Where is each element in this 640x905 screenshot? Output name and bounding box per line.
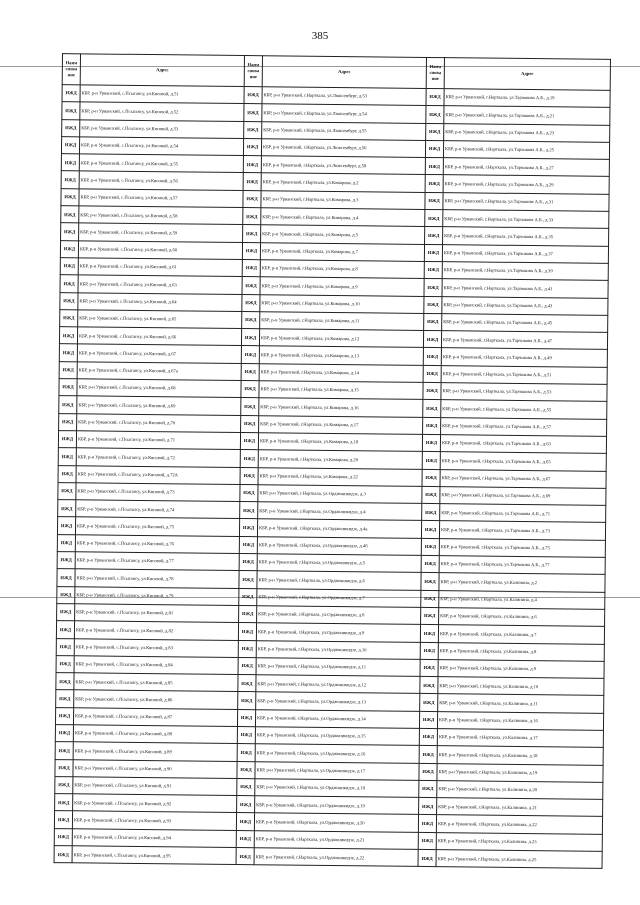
address-cell: КБР, р-н Урванский, г.Нарткала, ул.Тарчокова А.Б., д.75 xyxy=(439,538,605,557)
type-cell: ИЖД xyxy=(238,623,256,640)
address-cell: КБР, р-н Урванский, г.Нарткала, ул.Тарчокова А.Б., д.55 xyxy=(441,400,607,419)
type-cell: ИЖД xyxy=(56,638,74,655)
type-cell: ИЖД xyxy=(425,210,443,227)
address-cell: КБР, р-н Урванский, с.Псыгансу, ул.Кясовой, д.70 xyxy=(77,413,241,432)
address-cell: КБР, р-н Урванский, г.Нарткала, ул.Орджоникидзе, д.4б xyxy=(257,536,421,555)
address-cell: КБР, р-н Урванский, с.Псыгансу, ул.Кясовой, д.77 xyxy=(75,552,239,571)
type-cell: ИЖД xyxy=(236,813,254,830)
type-cell: ИЖД xyxy=(424,261,442,278)
type-cell: ИЖД xyxy=(425,192,443,209)
address-cell: КБР, р-н Урванский, г.Нарткала, ул.Калинина, д.10 xyxy=(438,677,604,696)
type-cell: ИЖД xyxy=(57,517,75,534)
address-cell: КБР, р-н Урванский, г.Нарткала, ул.Комарова, д.15 xyxy=(259,381,423,400)
address-cell: КБР, р-н Урванский, с.Псыгансу, ул.Кясовой, д.79 xyxy=(75,586,239,605)
address-cell: КБР, р-н Урванский, г.Нарткала, ул.Люксембург, д.53 xyxy=(262,87,426,106)
type-cell: ИЖД xyxy=(237,796,255,813)
type-cell: ИЖД xyxy=(61,223,79,240)
address-cell: КБР, р-н Урванский, г.Нарткала, ул.Орджоникидзе, д.4а xyxy=(257,519,421,538)
type-cell: ИЖД xyxy=(62,85,80,102)
address-cell: КБР, р-н Урванский, г.Нарткала, ул.Тарчокова А.Б., д.49 xyxy=(441,348,607,367)
address-cell: КБР, р-н Урванский, г.Нарткала, ул.Комарова, д.16 xyxy=(259,398,423,417)
address-cell: КБР, р-н Урванский, г.Нарткала, ул.Орджоникидзе, д.10 xyxy=(256,640,420,659)
address-cell: КБР, р-н Урванский, с.Псыгансу, ул.Кясовой, д.58 xyxy=(79,206,243,225)
address-cell: КБР, р-н Урванский, г.Нарткала, ул.Орджоникидзе, д.17 xyxy=(255,761,419,780)
type-cell: ИЖД xyxy=(236,848,254,865)
address-cell: КБР, р-н Урванский, г.Нарткала, ул.Комарова, д.11 xyxy=(260,312,424,331)
type-cell: ИЖД xyxy=(420,694,438,711)
type-cell: ИЖД xyxy=(237,744,255,761)
type-cell: ИЖД xyxy=(58,448,76,465)
address-cell: КБР, р-н Урванский, г.Нарткала, ул.Калинина, д.25 xyxy=(436,850,602,869)
type-cell: ИЖД xyxy=(420,642,438,659)
address-cell: КБР, р-н Урванский, г.Нарткала, ул.Тарчокова А.Б., д.69 xyxy=(440,486,606,505)
type-cell: ИЖД xyxy=(240,484,258,501)
address-cell: КБР, р-н Урванский, с.Псыгансу, ул.Кясовой, д.71 xyxy=(76,431,240,450)
type-cell: ИЖД xyxy=(425,158,443,175)
address-cell: КБР, р-н Урванский, г.Нарткала, ул.Калинина, д.7 xyxy=(438,625,604,644)
address-cell: КБР, р-н Урванский, г.Нарткала, ул.Орджоникидзе, д.5 xyxy=(257,554,421,573)
address-cell: КБР, р-н Урванский, г.Нарткала, ул.Тарчокова А.Б., д.31 xyxy=(443,192,609,211)
address-cell: КБР, р-н Урванский, с.Псыгансу, ул.Кясовой, д.95 xyxy=(72,846,236,865)
address-sheet xyxy=(54,53,610,862)
address-cell: КБР, р-н Урванский, г.Нарткала, ул.Люксембург, д.56 xyxy=(261,139,425,158)
type-cell: ИЖД xyxy=(60,292,78,309)
address-cell: КБР, р-н Урванский, г.Нарткала, ул.Орджоникидзе, д.15 xyxy=(255,727,419,746)
type-cell: ИЖД xyxy=(237,709,255,726)
type-cell: ИЖД xyxy=(238,640,256,657)
header-type: Наим снова ние xyxy=(62,54,80,85)
address-cell: КБР, р-н Урванский, г.Нарткала, ул.Тарчокова А.Б., д.27 xyxy=(443,158,609,177)
type-cell: ИЖД xyxy=(423,365,441,382)
type-cell: ИЖД xyxy=(243,138,261,155)
type-cell: ИЖД xyxy=(59,361,77,378)
address-cell: КБР, р-н Урванский, г.Нарткала, ул.Комарова, д.10 xyxy=(260,294,424,313)
address-cell: КБР, р-н Урванский, г.Нарткала, ул.Комарова, д.8 xyxy=(260,260,424,279)
address-cell: КБР, р-н Урванский, г.Нарткала, ул.Тарчокова А.Б., д.41 xyxy=(442,279,608,298)
address-cell: КБР, р-н Урванский, г.Нарткала, ул.Орджоникидзе, д.22 xyxy=(254,848,418,867)
address-cell: КБР, р-н Урванский, г.Нарткала, ул.Тарчокова А.Б., д.71 xyxy=(440,504,606,523)
address-cell: КБР, р-н Урванский, с.Псыгансу, ул.Кясовой, д.72 xyxy=(76,448,240,467)
page-number: 385 xyxy=(311,30,329,42)
address-cell: КБР, р-н Урванский, г.Нарткала, ул.Орджоникидзе, д.7 xyxy=(257,588,421,607)
type-cell: ИЖД xyxy=(238,675,256,692)
type-cell: ИЖД xyxy=(56,621,74,638)
type-cell: ИЖД xyxy=(423,382,441,399)
type-cell: ИЖД xyxy=(423,331,441,348)
address-cell: КБР, р-н Урванский, г.Нарткала, ул.Комарова, д.2 xyxy=(261,173,425,192)
address-cell: КБР, р-н Урванский, с.Псыгансу, ул.Кясовой, д.74 xyxy=(76,500,240,519)
type-cell: ИЖД xyxy=(418,832,436,849)
address-cell: КБР, р-н Урванский, с.Псыгансу, ул.Кясовой, д.86 xyxy=(74,690,238,709)
address-cell: КБР, р-н Урванский, г.Нарткала, ул.Люксембург, д.54 xyxy=(262,104,426,123)
type-cell: ИЖД xyxy=(59,379,77,396)
type-cell: ИЖД xyxy=(243,156,261,173)
type-cell: ИЖД xyxy=(420,677,438,694)
address-cell: КБР, р-н Урванский, с.Псыгансу, ул.Кясовой, д.66 xyxy=(77,327,241,346)
address-cell: КБР, р-н Урванский, с.Псыгансу, ул.Кясовой, д.64 xyxy=(78,292,242,311)
address-cell: КБР, р-н Урванский, г.Нарткала, ул.Орджоникидзе, д.9 xyxy=(256,623,420,642)
address-cell: КБР, р-н Урванский, г.Нарткала, ул.Комарова, д.3 xyxy=(261,191,425,210)
address-cell: КБР, р-н Урванский, г.Нарткала, ул.Калинина, д.8 xyxy=(438,642,604,661)
type-cell: ИЖД xyxy=(240,450,258,467)
address-cell: КБР, р-н Урванский, с.Псыгансу, ул.Кясовой, д.94 xyxy=(72,829,236,848)
address-cell: КБР, р-н Урванский, с.Псыгансу, ул.Кясовой, д.92 xyxy=(73,794,237,813)
type-cell: ИЖД xyxy=(239,536,257,553)
type-cell: ИЖД xyxy=(242,259,260,276)
address-cell: КБР, р-н Урванский, с.Псыгансу, ул.Кясовой, д.72А xyxy=(76,465,240,484)
address-cell: КБР, р-н Урванский, г.Нарткала, ул.Тарчокова А.Б., д.73 xyxy=(439,521,605,540)
type-cell: ИЖД xyxy=(238,657,256,674)
header-address: Адрес xyxy=(80,54,244,87)
type-cell: ИЖД xyxy=(54,811,72,828)
address-cell: КБР, р-н Урванский, г.Нарткала, ул.Калинина, д.17 xyxy=(437,729,603,748)
type-cell: ИЖД xyxy=(424,244,442,261)
address-cell: КБР, р-н Урванский, г.Нарткала, ул.Орджоникидзе, д.20 xyxy=(254,813,418,832)
type-cell: ИЖД xyxy=(56,655,74,672)
type-cell: ИЖД xyxy=(418,849,436,866)
address-cell: КБР, р-н Урванский, г.Нарткала, ул.Комарова, д.20 xyxy=(258,450,422,469)
address-table xyxy=(54,53,611,869)
type-cell: ИЖД xyxy=(57,586,75,603)
address-cell: КБР, р-н Урванский, г.Нарткала, ул.Тарчокова А.Б., д.47 xyxy=(441,331,607,350)
type-cell: ИЖД xyxy=(61,137,79,154)
type-cell: ИЖД xyxy=(424,296,442,313)
type-cell: ИЖД xyxy=(239,571,257,588)
type-cell: ИЖД xyxy=(238,692,256,709)
address-cell: КБР, р-н Урванский, с.Псыгансу, ул.Кясовой, д.52 xyxy=(80,102,244,121)
address-cell: КБР, р-н Урванский, с.Псыгансу, ул.Кясовой, д.67 xyxy=(77,344,241,363)
address-cell: КБР, р-н Урванский, г.Нарткала, ул.Орджоникидзе, д.12 xyxy=(256,675,420,694)
address-cell: КБР, р-н Урванский, г.Нарткала, ул.Комарова, д.14 xyxy=(259,363,423,382)
type-cell: ИЖД xyxy=(426,88,444,105)
type-cell: ИЖД xyxy=(240,432,258,449)
type-cell: ИЖД xyxy=(421,538,439,555)
type-cell: ИЖД xyxy=(62,119,80,136)
address-cell: КБР, р-н Урванский, г.Нарткала, ул.Орджоникидзе, д.3 xyxy=(258,485,422,504)
type-cell: ИЖД xyxy=(54,828,72,845)
type-cell: ИЖД xyxy=(56,690,74,707)
type-cell: ИЖД xyxy=(424,313,442,330)
address-cell: КБР, р-н Урванский, г.Нарткала, ул.Тарчокова А.Б., д.19 xyxy=(444,89,610,108)
type-cell: ИЖД xyxy=(60,275,78,292)
type-cell: ИЖД xyxy=(59,327,77,344)
address-cell: КБР, р-н Урванский, г.Нарткала, ул.Тарчокова А.Б., д.25 xyxy=(443,141,609,160)
type-cell: ИЖД xyxy=(418,815,436,832)
address-cell: КБР, р-н Урванский, с.Псыгансу, ул.Кясовой, д.89 xyxy=(73,742,237,761)
type-cell: ИЖД xyxy=(55,776,73,793)
type-cell: ИЖД xyxy=(422,504,440,521)
type-cell: ИЖД xyxy=(421,573,439,590)
address-cell: КБР, р-н Урванский, г.Нарткала, ул.Тарчокова А.Б., д.29 xyxy=(443,175,609,194)
address-cell: КБР, р-н Урванский, г.Нарткала, ул.Комарова, д.13 xyxy=(259,346,423,365)
type-cell: ИЖД xyxy=(426,106,444,123)
type-cell: ИЖД xyxy=(58,431,76,448)
type-cell: ИЖД xyxy=(58,465,76,482)
type-cell: ИЖД xyxy=(59,344,77,361)
type-cell: ИЖД xyxy=(241,381,259,398)
type-cell: ИЖД xyxy=(423,348,441,365)
type-cell: ИЖД xyxy=(419,728,437,745)
type-cell: ИЖД xyxy=(241,363,259,380)
address-cell: КБР, р-н Урванский, с.Псыгансу, ул.Кясовой, д.85 xyxy=(74,673,238,692)
address-cell: КБР, р-н Урванский, г.Нарткала, ул.Орджоникидзе, д.6 xyxy=(257,571,421,590)
type-cell: ИЖД xyxy=(420,625,438,642)
type-cell: ИЖД xyxy=(425,140,443,157)
type-cell: ИЖД xyxy=(59,413,77,430)
type-cell: ИЖД xyxy=(57,569,75,586)
type-cell: ИЖД xyxy=(57,534,75,551)
type-cell: ИЖД xyxy=(60,309,78,326)
type-cell: ИЖД xyxy=(241,346,259,363)
address-cell: КБР, р-н Урванский, г.Нарткала, ул.Орджоникидзе, д.4 xyxy=(258,502,422,521)
type-cell: ИЖД xyxy=(421,521,439,538)
address-cell: КБР, р-н Урванский, с.Псыгансу, ул.Кясовой, д.76 xyxy=(75,535,239,554)
address-cell: КБР, р-н Урванский, с.Псыгансу, ул.Кясовой, д.73 xyxy=(76,483,240,502)
type-cell: ИЖД xyxy=(239,519,257,536)
address-cell: КБР, р-н Урванский, с.Псыгансу, ул.Кясовой, д.75 xyxy=(75,517,239,536)
address-cell: КБР, р-н Урванский, г.Нарткала, ул.Калинина, д.20 xyxy=(437,780,603,799)
type-cell: ИЖД xyxy=(54,846,72,863)
address-cell: КБР, р-н Урванский, г.Нарткала, ул.Комарова, д.5 xyxy=(261,225,425,244)
address-cell: КБР, р-н Урванский, с.Псыгансу, ул.Кясовой, д.57 xyxy=(79,189,243,208)
address-cell: КБР, р-н Урванский, с.Псыгансу, ул.Кясовой, д.67а xyxy=(77,362,241,381)
table-body xyxy=(54,85,610,869)
type-cell: ИЖД xyxy=(242,311,260,328)
address-cell: КБР, р-н Урванский, г.Нарткала, ул.Калинина, д.21 xyxy=(437,798,603,817)
type-cell: ИЖД xyxy=(58,500,76,517)
address-cell: КБР, р-н Урванский, с.Псыгансу, ул.Кясовой, д.55 xyxy=(79,154,243,173)
type-cell: ИЖД xyxy=(239,605,257,622)
address-cell: КБР, р-н Урванский, с.Псыгансу, ул.Кясовой, д.90 xyxy=(73,759,237,778)
address-cell: КБР, р-н Урванский, с.Псыгансу, ул.Кясовой, д.81 xyxy=(75,604,239,623)
address-cell: КБР, р-н Урванский, с.Псыгансу, ул.Кясовой, д.87 xyxy=(73,707,237,726)
type-cell: ИЖД xyxy=(61,154,79,171)
address-cell: КБР, р-н Урванский, г.Нарткала, ул.Тарчокова А.Б., д.33 xyxy=(443,210,609,229)
address-cell: КБР, р-н Урванский, г.Нарткала, ул.Калинина, д.4 xyxy=(439,590,605,609)
type-cell: ИЖД xyxy=(61,188,79,205)
type-cell: ИЖД xyxy=(423,400,441,417)
header-address: Адрес xyxy=(444,58,610,91)
address-cell: КБР, р-н Урванский, г.Нарткала, ул.Орджоникидзе, д.8 xyxy=(257,606,421,625)
address-cell: КБР, р-н Урванский, г.Нарткала, ул.Комарова, д.17 xyxy=(259,415,423,434)
type-cell: ИЖД xyxy=(237,778,255,795)
address-cell: КБР, р-н Урванский, г.Нарткала, ул.Тарчокова А.Б., д.57 xyxy=(441,417,607,436)
address-cell: КБР, р-н Урванский, г.Нарткала, ул.Люксембург, д.58 xyxy=(261,156,425,175)
address-cell: КБР, р-н Урванский, г.Нарткала, ул.Орджоникидзе, д.14 xyxy=(255,709,419,728)
address-cell: КБР, р-н Урванский, г.Нарткала, ул.Комарова, д.22 xyxy=(258,467,422,486)
type-cell: ИЖД xyxy=(426,123,444,140)
address-cell: КБР, р-н Урванский, с.Псыгансу, ул.Кясовой, д.54 xyxy=(79,137,243,156)
type-cell: ИЖД xyxy=(419,780,437,797)
address-cell: КБР, р-н Урванский, г.Нарткала, ул.Тарчокова А.Б., д.35 xyxy=(443,227,609,246)
type-cell: ИЖД xyxy=(60,258,78,275)
address-cell: КБР, р-н Урванский, г.Нарткала, ул.Калинина, д.6 xyxy=(439,608,605,627)
address-cell: КБР, р-н Урванский, с.Псыгансу, ул.Кясовой, д.60 xyxy=(78,240,242,259)
type-cell: ИЖД xyxy=(56,673,74,690)
address-cell: КБР, р-н Урванский, г.Нарткала, ул.Комарова, д.7 xyxy=(260,242,424,261)
address-cell: КБР, р-н Урванский, с.Псыгансу, ул.Кясовой, д.84 xyxy=(74,656,238,675)
address-cell: КБР, р-н Урванский, г.Нарткала, ул.Тарчокова А.Б., д.53 xyxy=(441,383,607,402)
address-cell: КБР, р-н Урванский, г.Нарткала, ул.Тарчокова А.Б., д.65 xyxy=(440,452,606,471)
type-cell: ИЖД xyxy=(60,240,78,257)
address-cell: КБР, р-н Урванский, г.Нарткала, ул.Калинина, д.16 xyxy=(437,711,603,730)
header-address: Адрес xyxy=(262,56,426,89)
type-cell: ИЖД xyxy=(57,604,75,621)
address-cell: КБР, р-н Урванский, г.Нарткала, ул.Орджоникидзе, д.18 xyxy=(255,779,419,798)
type-cell: ИЖД xyxy=(420,659,438,676)
address-cell: КБР, р-н Урванский, г.Нарткала, ул.Орджоникидзе, д.13 xyxy=(256,692,420,711)
address-cell: КБР, р-н Урванский, г.Нарткала, ул.Тарчокова А.Б., д.21 xyxy=(444,106,610,125)
type-cell: ИЖД xyxy=(421,607,439,624)
address-cell: КБР, р-н Урванский, г.Нарткала, ул.Калинина, д.11 xyxy=(438,694,604,713)
type-cell: ИЖД xyxy=(237,761,255,778)
address-cell: КБР, р-н Урванский, г.Нарткала, ул.Тарчокова А.Б., д.45 xyxy=(442,313,608,332)
header-type: Наим снова ние xyxy=(244,56,262,87)
address-cell: КБР, р-н Урванский, г.Нарткала, ул.Орджоникидзе, д.19 xyxy=(255,796,419,815)
type-cell: ИЖД xyxy=(55,707,73,724)
address-cell: КБР, р-н Урванский, г.Нарткала, ул.Тарчокова А.Б., д.63 xyxy=(440,435,606,454)
address-cell: КБР, р-н Урванский, г.Нарткала, ул.Комарова, д.4 xyxy=(261,208,425,227)
address-cell: КБР, р-н Урванский, г.Нарткала, ул.Комарова, д.18 xyxy=(258,433,422,452)
type-cell: ИЖД xyxy=(59,396,77,413)
type-cell: ИЖД xyxy=(243,190,261,207)
type-cell: ИЖД xyxy=(55,725,73,742)
address-cell: КБР, р-н Урванский, г.Нарткала, ул.Калинина, д.18 xyxy=(437,746,603,765)
address-cell: КБР, р-н Урванский, г.Нарткала, ул.Калинина, д.2 xyxy=(439,573,605,592)
type-cell: ИЖД xyxy=(419,711,437,728)
address-cell: КБР, р-н Урванский, с.Псыгансу, ул.Кясовой, д.78 xyxy=(75,569,239,588)
type-cell: ИЖД xyxy=(425,227,443,244)
type-cell: ИЖД xyxy=(240,502,258,519)
type-cell: ИЖД xyxy=(239,588,257,605)
type-cell: ИЖД xyxy=(55,742,73,759)
address-cell: КБР, р-н Урванский, г.Нарткала, ул.Тарчокова А.Б., д.23 xyxy=(444,123,610,142)
address-cell: КБР, р-н Урванский, с.Псыгансу, ул.Кясовой, д.59 xyxy=(79,223,243,242)
type-cell: ИЖД xyxy=(58,482,76,499)
type-cell: ИЖД xyxy=(421,555,439,572)
type-cell: ИЖД xyxy=(241,415,259,432)
type-cell: ИЖД xyxy=(241,398,259,415)
type-cell: ИЖД xyxy=(422,452,440,469)
address-cell: КБР, р-н Урванский, г.Нарткала, ул.Калинина, д.23 xyxy=(436,832,602,851)
address-cell: КБР, р-н Урванский, с.Псыгансу, ул.Кясовой, д.68 xyxy=(77,379,241,398)
type-cell: ИЖД xyxy=(55,794,73,811)
address-cell: КБР, р-н Урванский, с.Псыгансу, ул.Кясовой, д.83 xyxy=(74,638,238,657)
address-cell: КБР, р-н Урванский, г.Нарткала, ул.Орджоникидзе, д.16 xyxy=(255,744,419,763)
type-cell: ИЖД xyxy=(239,554,257,571)
type-cell: ИЖД xyxy=(424,279,442,296)
address-cell: КБР, р-н Урванский, с.Псыгансу, ул.Кясовой, д.88 xyxy=(73,725,237,744)
address-cell: КБР, р-н Урванский, с.Псыгансу, ул.Кясовой, д.69 xyxy=(77,396,241,415)
address-cell: КБР, р-н Урванский, г.Нарткала, ул.Комарова, д.9 xyxy=(260,277,424,296)
type-cell: ИЖД xyxy=(425,175,443,192)
type-cell: ИЖД xyxy=(243,173,261,190)
address-cell: КБР, р-н Урванский, с.Псыгансу, ул.Кясовой, д.53 xyxy=(80,119,244,138)
address-cell: КБР, р-н Урванский, с.Псыгансу, ул.Кясовой, д.61 xyxy=(78,258,242,277)
address-cell: КБР, р-н Урванский, г.Нарткала, ул.Тарчокова А.Б., д.77 xyxy=(439,556,605,575)
type-cell: ИЖД xyxy=(236,830,254,847)
address-cell: КБР, р-н Урванский, г.Нарткала, ул.Орджоникидзе, д.21 xyxy=(254,830,418,849)
address-cell: КБР, р-н Урванский, г.Нарткала, ул.Тарчокова А.Б., д.43 xyxy=(442,296,608,315)
address-cell: КБР, р-н Урванский, г.Нарткала, ул.Комарова, д.12 xyxy=(259,329,423,348)
type-cell: ИЖД xyxy=(244,104,262,121)
type-cell: ИЖД xyxy=(242,242,260,259)
type-cell: ИЖД xyxy=(243,225,261,242)
type-cell: ИЖД xyxy=(242,277,260,294)
type-cell: ИЖД xyxy=(57,552,75,569)
type-cell: ИЖД xyxy=(242,294,260,311)
type-cell: ИЖД xyxy=(423,417,441,434)
type-cell: ИЖД xyxy=(422,469,440,486)
type-cell: ИЖД xyxy=(240,467,258,484)
type-cell: ИЖД xyxy=(419,746,437,763)
type-cell: ИЖД xyxy=(237,726,255,743)
type-cell: ИЖД xyxy=(62,102,80,119)
address-cell: КБР, р-н Урванский, г.Нарткала, ул.Калинина, д.9 xyxy=(438,659,604,678)
type-cell: ИЖД xyxy=(244,121,262,138)
address-cell: КБР, р-н Урванский, г.Нарткала, ул.Калинина, д.22 xyxy=(436,815,602,834)
address-cell: КБР, р-н Урванский, с.Псыгансу, ул.Кясовой, д.56 xyxy=(79,171,243,190)
address-cell: КБР, р-н Урванский, с.Псыгансу, ул.Кясовой, д.93 xyxy=(72,811,236,830)
address-cell: КБР, р-н Урванский, г.Нарткала, ул.Тарчокова А.Б., д.51 xyxy=(441,365,607,384)
type-cell: ИЖД xyxy=(241,329,259,346)
type-cell: ИЖД xyxy=(419,763,437,780)
address-cell: КБР, р-н Урванский, с.Псыгансу, ул.Кясовой, д.82 xyxy=(74,621,238,640)
type-cell: ИЖД xyxy=(244,87,262,104)
type-cell: ИЖД xyxy=(419,798,437,815)
type-cell: ИЖД xyxy=(61,171,79,188)
type-cell: ИЖД xyxy=(61,206,79,223)
type-cell: ИЖД xyxy=(422,434,440,451)
address-cell: КБР, р-н Урванский, с.Псыгансу, ул.Кясовой, д.91 xyxy=(73,777,237,796)
address-cell: КБР, р-н Урванский, г.Нарткала, ул.Тарчокова А.Б., д.67 xyxy=(440,469,606,488)
address-cell: КБР, р-н Урванский, с.Псыгансу, ул.Кясовой, д.63 xyxy=(78,275,242,294)
address-cell: КБР, р-н Урванский, г.Нарткала, ул.Люксембург, д.55 xyxy=(262,121,426,140)
address-cell: КБР, р-н Урванский, с.Псыгансу, ул.Кясовой, д.51 xyxy=(80,85,244,104)
address-cell: КБР, р-н Урванский, г.Нарткала, ул.Орджоникидзе, д.11 xyxy=(256,657,420,676)
header-type: Наим снова ние xyxy=(426,57,444,88)
type-cell: ИЖД xyxy=(422,486,440,503)
address-cell: КБР, р-н Урванский, г.Нарткала, ул.Тарчокова А.Б., д.37 xyxy=(442,244,608,263)
type-cell: ИЖД xyxy=(421,590,439,607)
type-cell: ИЖД xyxy=(55,759,73,776)
address-cell: КБР, р-н Урванский, г.Нарткала, ул.Калинина, д.19 xyxy=(437,763,603,782)
address-cell: КБР, р-н Урванский, г.Нарткала, ул.Тарчокова А.Б., д.39 xyxy=(442,262,608,281)
address-cell: КБР, р-н Урванский, с.Псыгансу, ул.Кясовой, д.65 xyxy=(78,310,242,329)
type-cell: ИЖД xyxy=(243,208,261,225)
